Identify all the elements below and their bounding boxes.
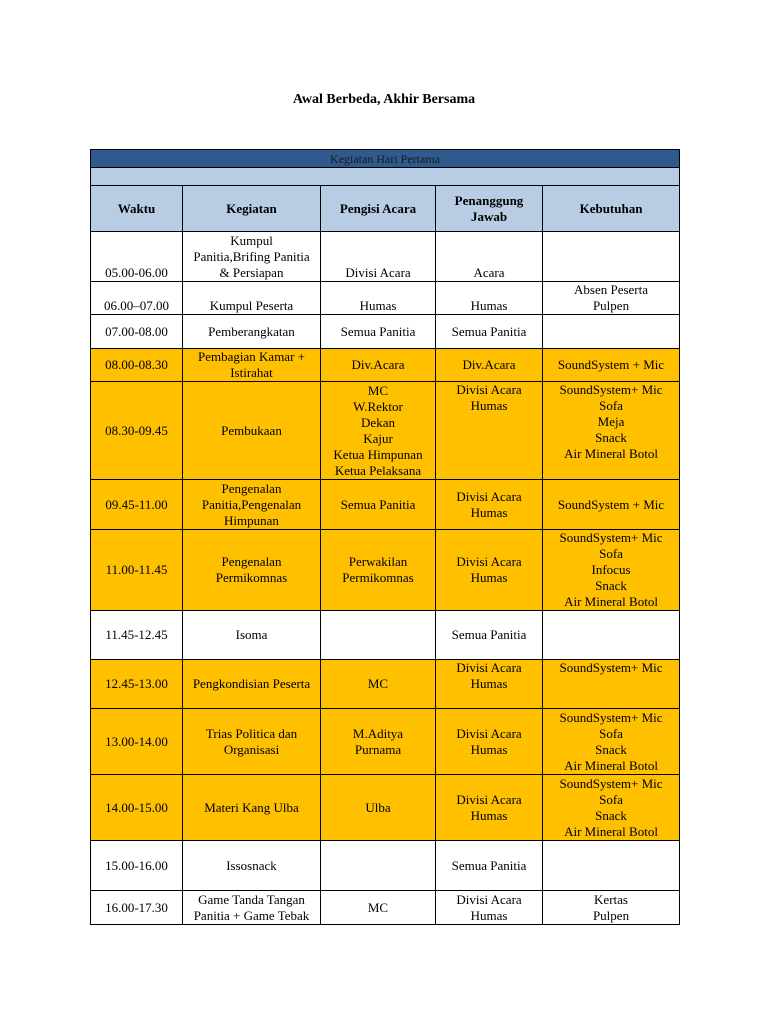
cell-pengisi-acara — [321, 709, 436, 775]
cell-waktu: 06.00–07.00 — [91, 282, 183, 315]
cell-waktu: 11.00-11.45 — [91, 530, 183, 611]
cell-penanggung-jawab-line: Semua Panitia — [451, 627, 527, 642]
table-row — [91, 841, 680, 891]
cell-penanggung-jawab — [436, 660, 543, 709]
cell-kegiatan — [183, 709, 321, 775]
cell-kegiatan-line: Game Tanda Tangan — [198, 891, 305, 907]
cell-kebutuhan — [543, 530, 680, 611]
header-waktu: Waktu — [91, 186, 183, 232]
cell-kegiatan — [183, 349, 321, 382]
cell-pengisi-acara-line: Permikomnas — [342, 570, 414, 585]
cell-penanggung-jawab-line: Humas — [470, 298, 508, 313]
table-row — [91, 891, 680, 925]
cell-kebutuhan — [543, 349, 680, 382]
cell-kebutuhan-line: Snack — [595, 578, 627, 593]
cell-kebutuhan-line: Infocus — [591, 562, 631, 577]
cell-kebutuhan-line: SoundSystem+ Mic — [559, 530, 663, 545]
cell-penanggung-jawab-line: Semua Panitia — [451, 857, 527, 873]
table-row — [91, 709, 680, 775]
cell-kebutuhan-line: Pulpen — [592, 298, 630, 313]
cell-pengisi-acara-line: Humas — [359, 298, 397, 313]
table-row — [91, 282, 680, 315]
cell-kebutuhan — [543, 611, 680, 660]
cell-kegiatan-line: Pembukaan — [221, 422, 282, 438]
cell-penanggung-jawab — [436, 282, 543, 315]
cell-kebutuhan-line: Sofa — [599, 398, 623, 413]
cell-pengisi-acara — [321, 775, 436, 841]
cell-kebutuhan-line: Sofa — [599, 725, 623, 741]
cell-kebutuhan-line: Air Mineral Botol — [564, 823, 658, 839]
table-row — [91, 349, 680, 382]
cell-pengisi-acara-line: Ketua Pelaksana — [334, 462, 422, 478]
cell-penanggung-jawab-line: Humas — [470, 907, 508, 923]
cell-kebutuhan-line: Air Mineral Botol — [564, 594, 658, 609]
cell-kegiatan-line: Istirahat — [230, 365, 273, 380]
cell-pengisi-acara — [321, 611, 436, 660]
cell-kegiatan-line: & Persiapan — [219, 265, 284, 280]
table-row — [91, 232, 680, 282]
cell-penanggung-jawab-line: Divisi Acara — [456, 725, 522, 741]
cell-kegiatan — [183, 232, 321, 282]
cell-pengisi-acara-line: Div.Acara — [351, 357, 405, 372]
cell-pengisi-acara-line: Kajur — [363, 430, 393, 446]
header-pengisi-acara: Pengisi Acara — [321, 186, 436, 232]
cell-pengisi-acara-line: MC — [367, 676, 389, 691]
cell-kebutuhan — [543, 382, 680, 480]
cell-kegiatan — [183, 282, 321, 315]
cell-kegiatan-line: Panitia,Pengenalan — [201, 496, 302, 512]
table-row — [91, 315, 680, 349]
cell-penanggung-jawab-line: Acara — [473, 265, 505, 280]
cell-kebutuhan — [543, 660, 680, 709]
cell-kebutuhan — [543, 775, 680, 841]
cell-kebutuhan — [543, 841, 680, 891]
cell-kegiatan-line: Himpunan — [224, 512, 279, 528]
cell-kebutuhan-line: Air Mineral Botol — [564, 446, 658, 461]
cell-kebutuhan — [543, 315, 680, 349]
cell-pengisi-acara — [321, 530, 436, 611]
cell-kebutuhan-line: SoundSystem + Mic — [557, 496, 665, 512]
cell-pengisi-acara — [321, 480, 436, 530]
cell-waktu: 16.00-17.30 — [91, 891, 183, 925]
cell-kegiatan-line: Trias Politica dan — [205, 725, 298, 741]
cell-kegiatan-line: Pengenalan — [221, 480, 282, 496]
cell-penanggung-jawab — [436, 480, 543, 530]
table-row — [91, 660, 680, 709]
cell-kebutuhan-line: Meja — [597, 414, 625, 429]
cell-penanggung-jawab-line: Humas — [470, 741, 508, 757]
cell-kebutuhan-line: Sofa — [599, 791, 623, 807]
cell-kegiatan — [183, 775, 321, 841]
cell-pengisi-acara — [321, 660, 436, 709]
cell-penanggung-jawab-line: Div.Acara — [462, 357, 516, 372]
cell-kegiatan-line: Materi Kang Ulba — [204, 799, 299, 815]
cell-penanggung-jawab — [436, 315, 543, 349]
cell-penanggung-jawab-line: Divisi Acara — [456, 554, 522, 569]
cell-pengisi-acara-line: Ketua Himpunan — [333, 446, 423, 462]
cell-waktu: 07.00-08.00 — [91, 315, 183, 349]
cell-kebutuhan-line: SoundSystem+ Mic — [559, 709, 663, 725]
cell-penanggung-jawab — [436, 349, 543, 382]
cell-penanggung-jawab-line: Humas — [470, 807, 508, 823]
document-title: Awal Berbeda, Akhir Bersama — [292, 92, 476, 107]
cell-kebutuhan — [543, 891, 680, 925]
cell-kegiatan — [183, 480, 321, 530]
cell-pengisi-acara — [321, 232, 436, 282]
cell-pengisi-acara-line: Semua Panitia — [340, 496, 416, 512]
cell-kegiatan-line: Isoma — [235, 627, 268, 642]
cell-kebutuhan-line: Snack — [595, 741, 627, 757]
cell-pengisi-acara — [321, 382, 436, 480]
cell-pengisi-acara-line: MC — [367, 899, 389, 915]
cell-kegiatan — [183, 841, 321, 891]
table-title: Kegiatan Hari Pertama — [91, 150, 680, 168]
cell-pengisi-acara-line: Ulba — [365, 799, 391, 815]
cell-kegiatan-line: Panitia,Brifing Panitia — [193, 249, 310, 264]
cell-kebutuhan — [543, 480, 680, 530]
cell-kegiatan — [183, 660, 321, 709]
cell-penanggung-jawab — [436, 382, 543, 480]
cell-pengisi-acara-line: Perwakilan — [348, 554, 408, 569]
cell-kegiatan — [183, 611, 321, 660]
cell-kebutuhan-line: SoundSystem+ Mic — [559, 660, 663, 675]
cell-pengisi-acara — [321, 349, 436, 382]
cell-kegiatan — [183, 891, 321, 925]
cell-penanggung-jawab-line: Humas — [470, 676, 508, 691]
header-kebutuhan: Kebutuhan — [543, 186, 680, 232]
cell-kegiatan-line: Organisasi — [223, 741, 280, 757]
cell-waktu: 08.00-08.30 — [91, 349, 183, 382]
cell-kebutuhan-line: Snack — [595, 430, 627, 445]
cell-kegiatan — [183, 382, 321, 480]
cell-pengisi-acara-line: Divisi Acara — [345, 265, 411, 280]
cell-kebutuhan-line: Snack — [595, 807, 627, 823]
table-row — [91, 611, 680, 660]
cell-penanggung-jawab — [436, 841, 543, 891]
cell-waktu: 08.30-09.45 — [91, 382, 183, 480]
table-spacer-row — [91, 168, 680, 186]
cell-penanggung-jawab-line: Semua Panitia — [451, 323, 527, 339]
table-row — [91, 480, 680, 530]
cell-pengisi-acara-line: Semua Panitia — [340, 323, 416, 339]
cell-kegiatan-line: Pemberangkatan — [208, 323, 295, 339]
table-row — [91, 530, 680, 611]
cell-kegiatan-line: Pembagian Kamar + — [198, 349, 305, 364]
cell-penanggung-jawab — [436, 775, 543, 841]
cell-waktu: 13.00-14.00 — [91, 709, 183, 775]
cell-penanggung-jawab-line: Humas — [470, 504, 508, 520]
cell-kebutuhan — [543, 709, 680, 775]
cell-kebutuhan-line: Pulpen — [592, 907, 630, 923]
cell-kebutuhan-line: Kertas — [594, 891, 628, 907]
cell-penanggung-jawab-line: Divisi Acara — [456, 382, 522, 397]
cell-pengisi-acara-line: M.Aditya — [352, 725, 404, 741]
cell-kegiatan — [183, 530, 321, 611]
cell-waktu: 14.00-15.00 — [91, 775, 183, 841]
cell-kebutuhan-line: SoundSystem+ Mic — [559, 775, 663, 791]
cell-penanggung-jawab — [436, 891, 543, 925]
cell-kegiatan-line: Panitia + Game Tebak — [193, 907, 310, 923]
cell-pengisi-acara-line: Dekan — [361, 414, 395, 430]
cell-kegiatan-line: Kumpul Peserta — [209, 298, 294, 313]
cell-kebutuhan-line: Air Mineral Botol — [564, 757, 658, 773]
cell-penanggung-jawab — [436, 709, 543, 775]
cell-pengisi-acara — [321, 282, 436, 315]
table-row — [91, 382, 680, 480]
cell-waktu: 09.45-11.00 — [91, 480, 183, 530]
cell-pengisi-acara-line: W.Rektor — [353, 398, 403, 414]
cell-pengisi-acara-line: Purnama — [354, 741, 402, 757]
cell-waktu: 05.00-06.00 — [91, 232, 183, 282]
schedule-table — [90, 149, 680, 925]
cell-kebutuhan — [543, 282, 680, 315]
cell-pengisi-acara — [321, 315, 436, 349]
cell-penanggung-jawab — [436, 232, 543, 282]
cell-kebutuhan-line: SoundSystem+ Mic — [559, 382, 663, 397]
cell-penanggung-jawab-line: Divisi Acara — [456, 791, 522, 807]
cell-penanggung-jawab-line: Divisi Acara — [456, 891, 522, 907]
cell-penanggung-jawab-line: Humas — [470, 570, 508, 585]
cell-kebutuhan-line: SoundSystem + Mic — [557, 357, 665, 372]
cell-kegiatan-line: Pengkondisian Peserta — [192, 676, 311, 691]
cell-waktu: 11.45-12.45 — [91, 611, 183, 660]
spacer-cell — [91, 168, 680, 186]
cell-penanggung-jawab-line: Divisi Acara — [456, 488, 522, 504]
cell-kegiatan — [183, 315, 321, 349]
cell-pengisi-acara — [321, 891, 436, 925]
cell-penanggung-jawab — [436, 611, 543, 660]
cell-pengisi-acara — [321, 841, 436, 891]
table-header-row — [91, 186, 680, 232]
cell-waktu: 12.45-13.00 — [91, 660, 183, 709]
cell-kebutuhan — [543, 232, 680, 282]
header-kegiatan: Kegiatan — [183, 186, 321, 232]
cell-penanggung-jawab-line: Humas — [470, 398, 508, 413]
cell-waktu: 15.00-16.00 — [91, 841, 183, 891]
cell-kegiatan-line: Permikomnas — [215, 570, 288, 585]
cell-pengisi-acara-line: MC — [367, 382, 389, 398]
table-row — [91, 775, 680, 841]
cell-kegiatan-line: Issosnack — [226, 857, 277, 873]
cell-kegiatan-line: Kumpul — [230, 233, 273, 248]
cell-kegiatan-line: Pengenalan — [221, 554, 282, 569]
table-title-row — [91, 150, 680, 168]
header-penanggung-jawab: Penanggung Jawab — [436, 186, 543, 232]
cell-penanggung-jawab-line: Divisi Acara — [456, 660, 522, 675]
cell-kebutuhan-line: Absen Peserta — [574, 282, 649, 297]
cell-penanggung-jawab — [436, 530, 543, 611]
cell-kebutuhan-line: Sofa — [599, 546, 623, 561]
